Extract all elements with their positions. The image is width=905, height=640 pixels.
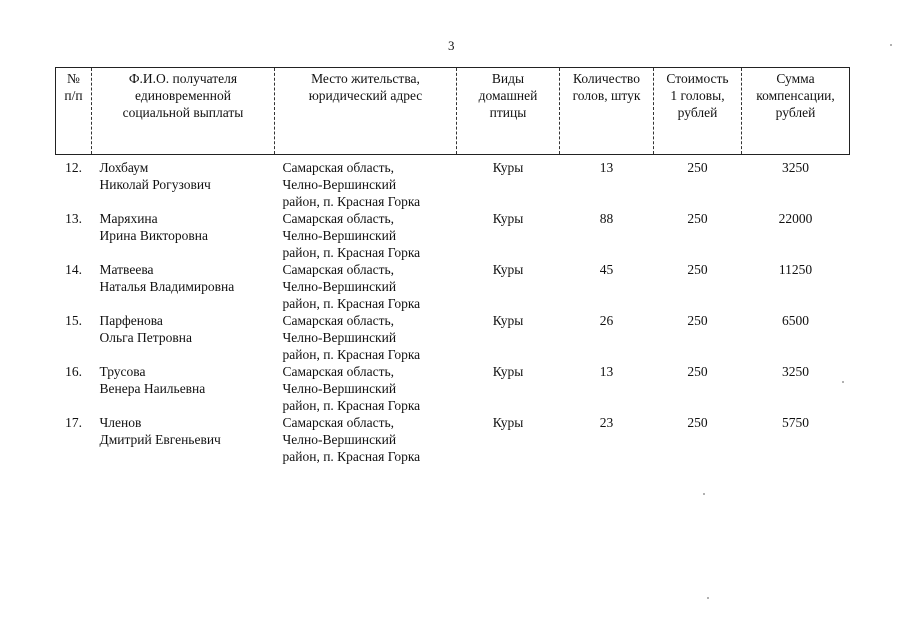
recipient-name: Трусова Венера Наильевна bbox=[99, 364, 206, 396]
row-number: 16. bbox=[65, 364, 82, 379]
header-cell-quantity bbox=[560, 68, 654, 155]
header-cell-number bbox=[56, 68, 92, 155]
table-row bbox=[56, 261, 850, 312]
header-label: № п/п bbox=[64, 71, 83, 103]
header-label: Количество голов, штук bbox=[572, 71, 641, 103]
scan-speck bbox=[703, 493, 705, 495]
header-cell-unit-cost bbox=[654, 68, 742, 155]
table-row bbox=[56, 210, 850, 261]
unit-cost: 250 bbox=[687, 415, 708, 430]
recipient-address: Самарская область, Челно-Вершинский район, п. Красная Горка bbox=[282, 364, 421, 413]
recipient-name: Лохбаум Николай Рогузович bbox=[99, 160, 211, 192]
row-number: 17. bbox=[65, 415, 82, 430]
page-number: 3 bbox=[448, 38, 455, 53]
bird-type: Куры bbox=[492, 262, 524, 277]
table-row bbox=[56, 363, 850, 414]
bird-type: Куры bbox=[492, 415, 524, 430]
header-label: Ф.И.О. получателя единовременной социальной выплаты bbox=[122, 71, 244, 120]
recipient-address: Самарская область, Челно-Вершинский район, п. Красная Горка bbox=[282, 160, 421, 209]
row-number: 12. bbox=[65, 160, 82, 175]
table-row bbox=[56, 414, 850, 465]
recipient-address: Самарская область, Челно-Вершинский район, п. Красная Горка bbox=[282, 262, 421, 311]
unit-cost: 250 bbox=[687, 364, 708, 379]
table-row bbox=[56, 155, 850, 211]
scan-speck bbox=[890, 44, 892, 46]
row-number: 15. bbox=[65, 313, 82, 328]
recipient-name: Членов Дмитрий Евгеньевич bbox=[99, 415, 221, 447]
unit-cost: 250 bbox=[687, 211, 708, 226]
recipient-address: Самарская область, Челно-Вершинский район, п. Красная Горка bbox=[282, 313, 421, 362]
row-number: 14. bbox=[65, 262, 82, 277]
bird-quantity: 13 bbox=[599, 160, 614, 175]
compensation-sum: 5750 bbox=[782, 415, 809, 430]
compensation-sum: 3250 bbox=[782, 364, 809, 379]
scan-speck bbox=[707, 597, 709, 599]
bird-quantity: 88 bbox=[599, 211, 614, 226]
header-cell-address bbox=[275, 68, 457, 155]
unit-cost: 250 bbox=[687, 262, 708, 277]
bird-quantity: 23 bbox=[599, 415, 614, 430]
compensation-table bbox=[55, 67, 850, 465]
bird-quantity: 13 bbox=[599, 364, 614, 379]
unit-cost: 250 bbox=[687, 313, 708, 328]
scan-speck bbox=[842, 381, 844, 383]
recipient-name: Парфенова Ольга Петровна bbox=[99, 313, 192, 345]
header-label: Место жительства, юридический адрес bbox=[308, 71, 423, 103]
recipient-name: Матвеева Наталья Владимировна bbox=[99, 262, 235, 294]
bird-type: Куры bbox=[492, 364, 524, 379]
row-number: 13. bbox=[65, 211, 82, 226]
recipient-address: Самарская область, Челно-Вершинский район, п. Красная Горка bbox=[282, 415, 421, 464]
table-row bbox=[56, 312, 850, 363]
bird-type: Куры bbox=[492, 160, 524, 175]
header-label: Виды домашней птицы bbox=[478, 71, 538, 120]
compensation-sum: 6500 bbox=[782, 313, 809, 328]
bird-quantity: 45 bbox=[599, 262, 614, 277]
header-cell-bird-type bbox=[457, 68, 560, 155]
header-label: Сумма компенсации, рублей bbox=[756, 71, 835, 120]
compensation-sum: 22000 bbox=[778, 211, 813, 226]
unit-cost: 250 bbox=[687, 160, 708, 175]
compensation-sum: 3250 bbox=[782, 160, 809, 175]
recipient-name: Маряхина Ирина Викторовна bbox=[99, 211, 208, 243]
bird-type: Куры bbox=[492, 211, 524, 226]
recipient-address: Самарская область, Челно-Вершинский район, п. Красная Горка bbox=[282, 211, 421, 260]
table-header-row bbox=[56, 68, 850, 155]
bird-type: Куры bbox=[492, 313, 524, 328]
header-label: Стоимость 1 головы, рублей bbox=[666, 71, 729, 120]
header-cell-sum bbox=[742, 68, 850, 155]
header-cell-name bbox=[92, 68, 275, 155]
compensation-sum: 11250 bbox=[778, 262, 813, 277]
bird-quantity: 26 bbox=[599, 313, 614, 328]
